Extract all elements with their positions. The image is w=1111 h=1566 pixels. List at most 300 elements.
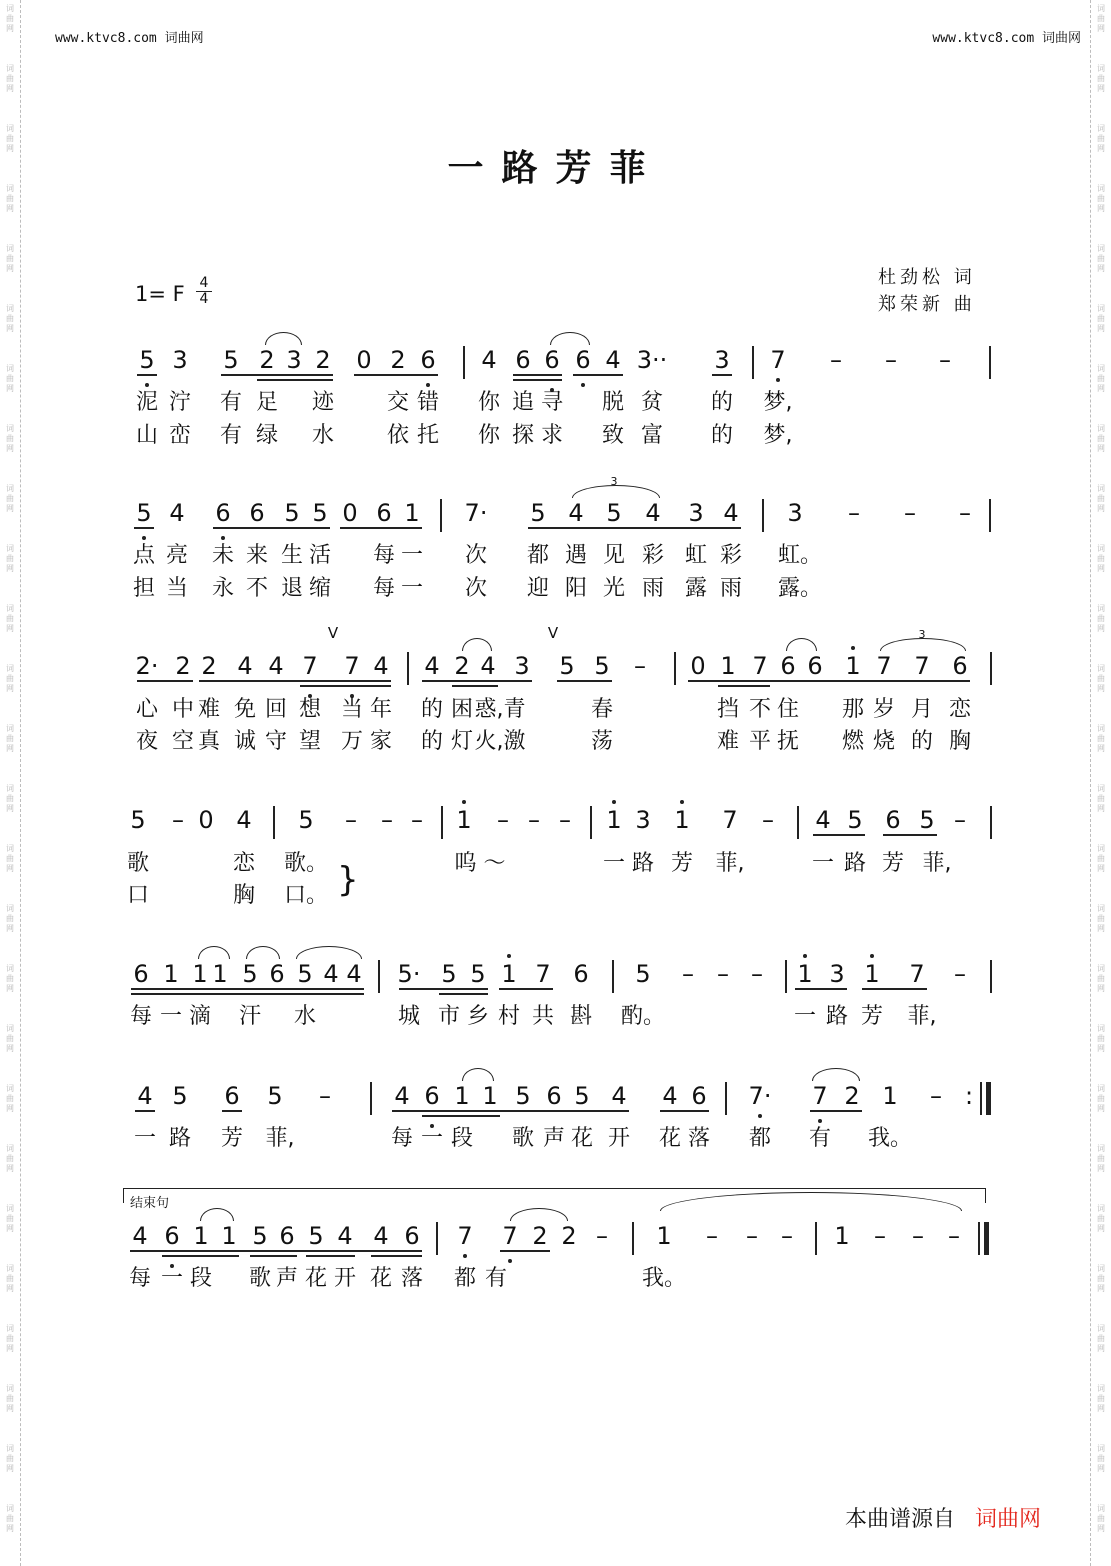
underline-beam <box>813 834 865 836</box>
underline-beam <box>131 993 364 995</box>
note: 0 <box>342 499 358 527</box>
lyric-syllable: 每 <box>390 1126 414 1151</box>
note: 6 <box>546 1082 562 1110</box>
lyric-syllable: 抚 <box>776 729 800 754</box>
note: 5 <box>298 806 314 834</box>
side-watermark-text: 词 曲 网 <box>6 1084 14 1113</box>
lyric-syllable: 错 <box>416 390 440 415</box>
lyric-syllable: 困 <box>450 697 474 722</box>
lyric-syllable: 开 <box>333 1266 357 1291</box>
lyric-syllable: 呜 ～ <box>454 851 506 876</box>
note: – <box>559 806 571 834</box>
note: – <box>682 960 694 988</box>
lyric-syllable: 路 <box>825 1004 849 1029</box>
note: 4 <box>424 652 440 680</box>
slur <box>200 1208 234 1221</box>
lyric-syllable: 家 <box>369 729 393 754</box>
lyric-syllable: 想 <box>298 697 322 722</box>
lyric-syllable: 次 <box>464 576 488 601</box>
underline-beam <box>810 1110 862 1112</box>
lyric-syllable: 芳 <box>670 851 694 876</box>
lyric-syllable: 一 <box>420 1126 444 1151</box>
lyric-syllable: 有 <box>808 1126 832 1151</box>
lyric-syllable: 菲, <box>922 851 952 876</box>
note: 4 <box>323 960 339 988</box>
octave-dot-high <box>851 646 855 650</box>
lyric-syllable: 退 <box>280 576 304 601</box>
note: 7 <box>722 806 738 834</box>
barline <box>463 346 465 379</box>
lyric-syllable: 虹 <box>684 543 708 568</box>
lyric-syllable: 歌 <box>248 1266 272 1291</box>
note: 5 <box>223 346 239 374</box>
underline-beam <box>221 374 333 376</box>
barline <box>440 499 442 532</box>
note: – <box>885 346 897 374</box>
lyric-syllable: 声 <box>275 1266 299 1291</box>
triplet-mark: 3 <box>918 628 926 641</box>
note: 1 <box>193 1222 209 1250</box>
note: 5 <box>136 499 152 527</box>
note: 2 <box>454 652 470 680</box>
note: 3·· <box>636 346 668 374</box>
octave-dot-high <box>803 954 807 958</box>
note: : <box>964 1082 974 1110</box>
side-watermark-text: 词 曲 网 <box>1097 124 1105 153</box>
left-watermark-strip <box>0 0 21 1566</box>
note: 6 <box>164 1222 180 1250</box>
note: 5 <box>594 652 610 680</box>
note: 6 <box>575 346 591 374</box>
lyric-syllable: 恋 <box>948 697 972 722</box>
note: 1 <box>192 960 208 988</box>
note: 1 <box>864 960 880 988</box>
note: – <box>948 1222 960 1250</box>
lyric-syllable: 有 <box>484 1266 508 1291</box>
lyric-syllable: 不 <box>748 697 772 722</box>
note: 4 <box>373 1222 389 1250</box>
note: 4 <box>611 1082 627 1110</box>
note: 6 <box>224 1082 240 1110</box>
lyric-syllable: 贫 <box>640 390 664 415</box>
note: 7· <box>748 1082 772 1110</box>
lyric-syllable: 寻 <box>540 390 564 415</box>
source-site: 词曲网 <box>975 1507 1042 1532</box>
note: 3 <box>787 499 803 527</box>
octave-dot-high <box>612 800 616 804</box>
lyric-syllable: 烧 <box>872 729 896 754</box>
lyric-syllable: 担 <box>132 576 156 601</box>
lyric-syllable: 芳 <box>860 1004 884 1029</box>
side-watermark-text: 词 曲 网 <box>6 784 14 813</box>
lyric-syllable: 免 <box>233 697 257 722</box>
note: 5 <box>297 960 313 988</box>
note: – <box>874 1222 886 1250</box>
slur <box>550 332 590 345</box>
note: – <box>930 1082 942 1110</box>
side-watermark-text: 词 曲 网 <box>6 964 14 993</box>
lyric-syllable: 缩 <box>308 576 332 601</box>
barline <box>785 960 787 993</box>
lyric-syllable: 菲, <box>715 851 745 876</box>
note: 5 <box>470 960 486 988</box>
note: – <box>912 1222 924 1250</box>
side-watermark-text: 词 曲 网 <box>1097 844 1105 873</box>
note: 6 <box>420 346 436 374</box>
lyric-syllable: 歌。 <box>283 851 329 876</box>
side-watermark-text: 词 曲 网 <box>6 844 14 873</box>
lyric-syllable: 都 <box>748 1126 772 1151</box>
barline <box>989 346 991 379</box>
lyric-syllable: 火,激 <box>474 729 526 754</box>
note: 6 <box>279 1222 295 1250</box>
note: 7 <box>302 652 318 680</box>
lyric-syllable: 的 <box>420 697 444 722</box>
note: 5 <box>284 499 300 527</box>
note: 4 <box>346 960 362 988</box>
note: 5 <box>530 499 546 527</box>
lyric-syllable: 灯 <box>450 729 474 754</box>
lyric-syllable: 求 <box>540 423 564 448</box>
side-watermark-text: 词 曲 网 <box>6 1384 14 1413</box>
note: 6 <box>249 499 265 527</box>
verse-brace: } <box>337 860 359 900</box>
lyric-syllable: 托 <box>416 423 440 448</box>
side-watermark-text: 词 曲 网 <box>6 184 14 213</box>
underline-beam <box>134 527 154 529</box>
side-watermark-text: 词 曲 网 <box>6 64 14 93</box>
lyric-syllable: 守 <box>264 729 288 754</box>
barline <box>990 652 992 685</box>
side-watermark-text: 词 曲 网 <box>1097 544 1105 573</box>
side-watermark-text: 词 曲 网 <box>1097 1084 1105 1113</box>
underline-beam <box>392 1110 629 1112</box>
lyric-syllable: 一 <box>793 1004 817 1029</box>
barline <box>989 499 991 532</box>
breath-mark: V <box>547 624 559 642</box>
time-signature-bottom: 4 <box>196 291 212 307</box>
note: 2 <box>175 652 191 680</box>
underline-beam <box>557 680 612 682</box>
note: 5 <box>242 960 258 988</box>
lyric-line-4b <box>0 883 1111 911</box>
lyric-syllable: 村 <box>497 1004 521 1029</box>
underline-beam <box>573 374 623 376</box>
barline <box>273 806 275 839</box>
lyric-syllable: 万 <box>340 729 364 754</box>
lyric-syllable: 夜 <box>135 729 159 754</box>
source-credit <box>845 1502 1041 1533</box>
slur <box>198 946 230 959</box>
note: 7 <box>876 652 892 680</box>
lyric-syllable: 一 <box>811 851 835 876</box>
lyric-syllable: 燃 <box>841 729 865 754</box>
lyric-syllable: 脱 <box>601 390 625 415</box>
octave-dot-low <box>508 1259 512 1263</box>
lyric-syllable: 梦, <box>763 390 793 415</box>
side-watermark-text: 词 曲 网 <box>6 364 14 393</box>
side-watermark-text: 词 曲 网 <box>6 1324 14 1353</box>
lyric-syllable: 的 <box>420 729 444 754</box>
note: 1 <box>456 806 472 834</box>
side-watermark-text: 词 曲 网 <box>6 244 14 273</box>
note: 6 <box>215 499 231 527</box>
note: 4 <box>568 499 584 527</box>
slur <box>462 1068 494 1081</box>
lyric-syllable: 山 <box>135 423 159 448</box>
lyric-line-coda <box>0 1266 1111 1294</box>
note: 1 <box>834 1222 850 1250</box>
lyric-syllable: 花 <box>369 1266 393 1291</box>
note: 6 <box>376 499 392 527</box>
side-watermark-text: 词 曲 网 <box>6 1264 14 1293</box>
lyric-syllable: 路 <box>631 851 655 876</box>
lyric-syllable: 永 <box>211 576 235 601</box>
note: 7· <box>464 499 488 527</box>
lyric-syllable: 乡 <box>466 1004 490 1029</box>
note: 5 <box>847 806 863 834</box>
note: – <box>634 652 646 680</box>
lyric-syllable: 共 <box>531 1004 555 1029</box>
side-watermark-text: 词 曲 网 <box>1097 1204 1105 1233</box>
note: 1 <box>404 499 420 527</box>
note: 2 <box>532 1222 548 1250</box>
note: 1 <box>656 1222 672 1250</box>
note: 5 <box>252 1222 268 1250</box>
lyric-syllable: 遇 <box>564 543 588 568</box>
side-watermark-text: 词 曲 网 <box>1097 1324 1105 1353</box>
side-watermark-text: 词 曲 网 <box>6 664 14 693</box>
lyric-syllable: 恋 <box>232 851 256 876</box>
note: 1 <box>720 652 736 680</box>
octave-dot-low <box>463 1254 467 1258</box>
lyric-syllable: 菲, <box>265 1126 295 1151</box>
note: – <box>904 499 916 527</box>
underline-beam <box>222 1110 242 1112</box>
side-watermark-text: 词 曲 网 <box>1097 1444 1105 1473</box>
side-watermark-text: 词 曲 网 <box>6 484 14 513</box>
lyric-syllable: 雨 <box>641 576 665 601</box>
lyric-syllable: 歌 <box>511 1126 535 1151</box>
underline-beam <box>257 379 333 381</box>
lyric-syllable: 未 <box>211 543 235 568</box>
breath-mark: V <box>327 624 339 642</box>
barline <box>986 1082 991 1115</box>
underline-beam <box>130 1250 422 1252</box>
note: 2 <box>259 346 275 374</box>
barline <box>984 1222 989 1255</box>
note: 4 <box>268 652 284 680</box>
side-watermark-text: 词 曲 网 <box>1097 304 1105 333</box>
note: 5· <box>397 960 421 988</box>
underline-beam <box>340 527 422 529</box>
lyric-syllable: 光 <box>602 576 626 601</box>
octave-dot-low <box>818 1119 822 1123</box>
note: 3 <box>172 346 188 374</box>
note: 1 <box>501 960 517 988</box>
slur <box>265 332 302 345</box>
underline-beam <box>354 374 438 376</box>
side-watermark-text: 词 曲 网 <box>6 724 14 753</box>
right-watermark-strip <box>1090 0 1111 1566</box>
lyric-syllable: 彩 <box>641 543 665 568</box>
octave-dot-high <box>870 954 874 958</box>
note: 3 <box>829 960 845 988</box>
note: 1 <box>221 1222 237 1250</box>
lyric-syllable: 斟 <box>569 1004 593 1029</box>
lyric-syllable: 一 <box>159 1004 183 1029</box>
lyric-syllable: 都 <box>526 543 550 568</box>
underline-beam <box>137 374 157 376</box>
lyric-syllable: 段 <box>450 1126 474 1151</box>
note: 5 <box>635 960 651 988</box>
underline-beam <box>500 1250 550 1252</box>
underline-beam <box>843 680 970 682</box>
underline-beam <box>300 685 391 687</box>
lyric-syllable: 平 <box>748 729 772 754</box>
lyric-syllable: 那 <box>841 697 865 722</box>
slur <box>462 638 492 651</box>
note: 6 <box>404 1222 420 1250</box>
lyricist-credit: 杜劲松 词 <box>878 267 976 288</box>
side-watermark-text: 词 曲 网 <box>6 304 14 333</box>
lyric-syllable: 交 <box>386 390 410 415</box>
side-watermark-text: 词 曲 网 <box>1097 244 1105 273</box>
note: 5 <box>312 499 328 527</box>
note: 2 <box>390 346 406 374</box>
note: 1 <box>482 1082 498 1110</box>
note: – <box>345 806 357 834</box>
lyric-syllable: 都 <box>453 1266 477 1291</box>
lyric-syllable: 虹。 <box>777 543 823 568</box>
octave-dot-low <box>221 536 225 540</box>
side-watermark-text: 词 曲 网 <box>1097 1144 1105 1173</box>
triplet-mark: 3 <box>610 475 618 488</box>
barline <box>378 960 380 993</box>
lyric-syllable: 次 <box>464 543 488 568</box>
barline <box>797 806 799 839</box>
underline-beam <box>306 1255 355 1257</box>
barline <box>980 1082 982 1115</box>
site-watermark-right: www.ktvc8.com 词曲网 <box>932 31 1081 46</box>
side-watermark-text: 词 曲 网 <box>6 1024 14 1053</box>
side-watermark-text: 词 曲 网 <box>1097 1384 1105 1413</box>
lyric-syllable: 落 <box>687 1126 711 1151</box>
lyric-syllable: 胸 <box>232 883 256 908</box>
note: 4 <box>237 652 253 680</box>
barline <box>441 806 443 839</box>
lyric-syllable: 惑,青 <box>474 697 526 722</box>
lyric-syllable: 花 <box>304 1266 328 1291</box>
note: – <box>717 960 729 988</box>
octave-dot-low <box>142 536 146 540</box>
note: – <box>172 806 184 834</box>
note: 4 <box>645 499 661 527</box>
underline-beam <box>528 527 741 529</box>
side-watermark-text: 词 曲 网 <box>6 4 14 33</box>
octave-dot-low <box>758 1114 762 1118</box>
note: 3 <box>514 652 530 680</box>
octave-dot-low <box>581 383 585 387</box>
slur <box>510 1208 568 1221</box>
lyric-syllable: 一 <box>400 543 424 568</box>
lyric-syllable: 中 <box>171 697 195 722</box>
lyric-syllable: 市 <box>437 1004 461 1029</box>
side-watermark-text: 词 曲 网 <box>1097 784 1105 813</box>
note: 4 <box>605 346 621 374</box>
lyric-syllable: 雨 <box>719 576 743 601</box>
lyric-syllable: 年 <box>369 697 393 722</box>
side-watermark-text: 词 曲 网 <box>1097 64 1105 93</box>
lyric-line-3b <box>0 729 1111 757</box>
note: 7 <box>535 960 551 988</box>
note: – <box>959 499 971 527</box>
lyric-syllable: 回 <box>264 697 288 722</box>
lyric-syllable: 月 <box>910 697 934 722</box>
lyric-syllable: 依 <box>386 423 410 448</box>
side-watermark-text: 词 曲 网 <box>1097 724 1105 753</box>
underline-beam <box>712 374 732 376</box>
note: 5 <box>515 1082 531 1110</box>
note: 4 <box>337 1222 353 1250</box>
lyric-syllable: 春 <box>590 697 614 722</box>
note: – <box>411 806 423 834</box>
time-signature <box>196 276 212 307</box>
lyric-syllable: 汗 <box>238 1004 262 1029</box>
side-watermark-text: 词 曲 网 <box>6 1144 14 1173</box>
barline <box>762 499 764 532</box>
lyric-syllable: 一 <box>602 851 626 876</box>
note: 6 <box>515 346 531 374</box>
barline <box>632 1222 634 1255</box>
side-watermark-text: 词 曲 网 <box>1097 1264 1105 1293</box>
note: 5 <box>559 652 575 680</box>
lyric-syllable: 阳 <box>564 576 588 601</box>
note: 4 <box>815 806 831 834</box>
note: 6 <box>573 960 589 988</box>
barline <box>370 1082 372 1115</box>
side-watermark-text: 词 曲 网 <box>6 124 14 153</box>
lyric-syllable: 城 <box>397 1004 421 1029</box>
octave-dot-low <box>426 383 430 387</box>
note: 4 <box>132 1222 148 1250</box>
note: 4 <box>662 1082 678 1110</box>
lyric-syllable: 梦, <box>763 423 793 448</box>
lyric-syllable: 落 <box>400 1266 424 1291</box>
lyric-syllable: 致 <box>601 423 625 448</box>
underline-beam <box>399 988 488 990</box>
underline-beam <box>883 834 937 836</box>
lyric-syllable: 露。 <box>777 576 823 601</box>
note: – <box>848 499 860 527</box>
lyric-syllable: 菲, <box>907 1004 937 1029</box>
note: – <box>746 1222 758 1250</box>
lyric-syllable: 绿 <box>255 423 279 448</box>
octave-dot-high <box>462 800 466 804</box>
underline-beam <box>862 988 927 990</box>
lyric-syllable: 迹 <box>311 390 335 415</box>
lyric-syllable: 生 <box>280 543 304 568</box>
lyric-syllable: 一 <box>160 1266 184 1291</box>
underline-beam <box>131 988 364 990</box>
underline-beam <box>439 993 488 995</box>
side-watermark-text: 词 曲 网 <box>1097 184 1105 213</box>
note: 1 <box>882 1082 898 1110</box>
underline-beam <box>213 527 330 529</box>
lyric-syllable: 每 <box>372 576 396 601</box>
lyric-syllable: 芳 <box>881 851 905 876</box>
lyric-syllable: 芳 <box>220 1126 244 1151</box>
